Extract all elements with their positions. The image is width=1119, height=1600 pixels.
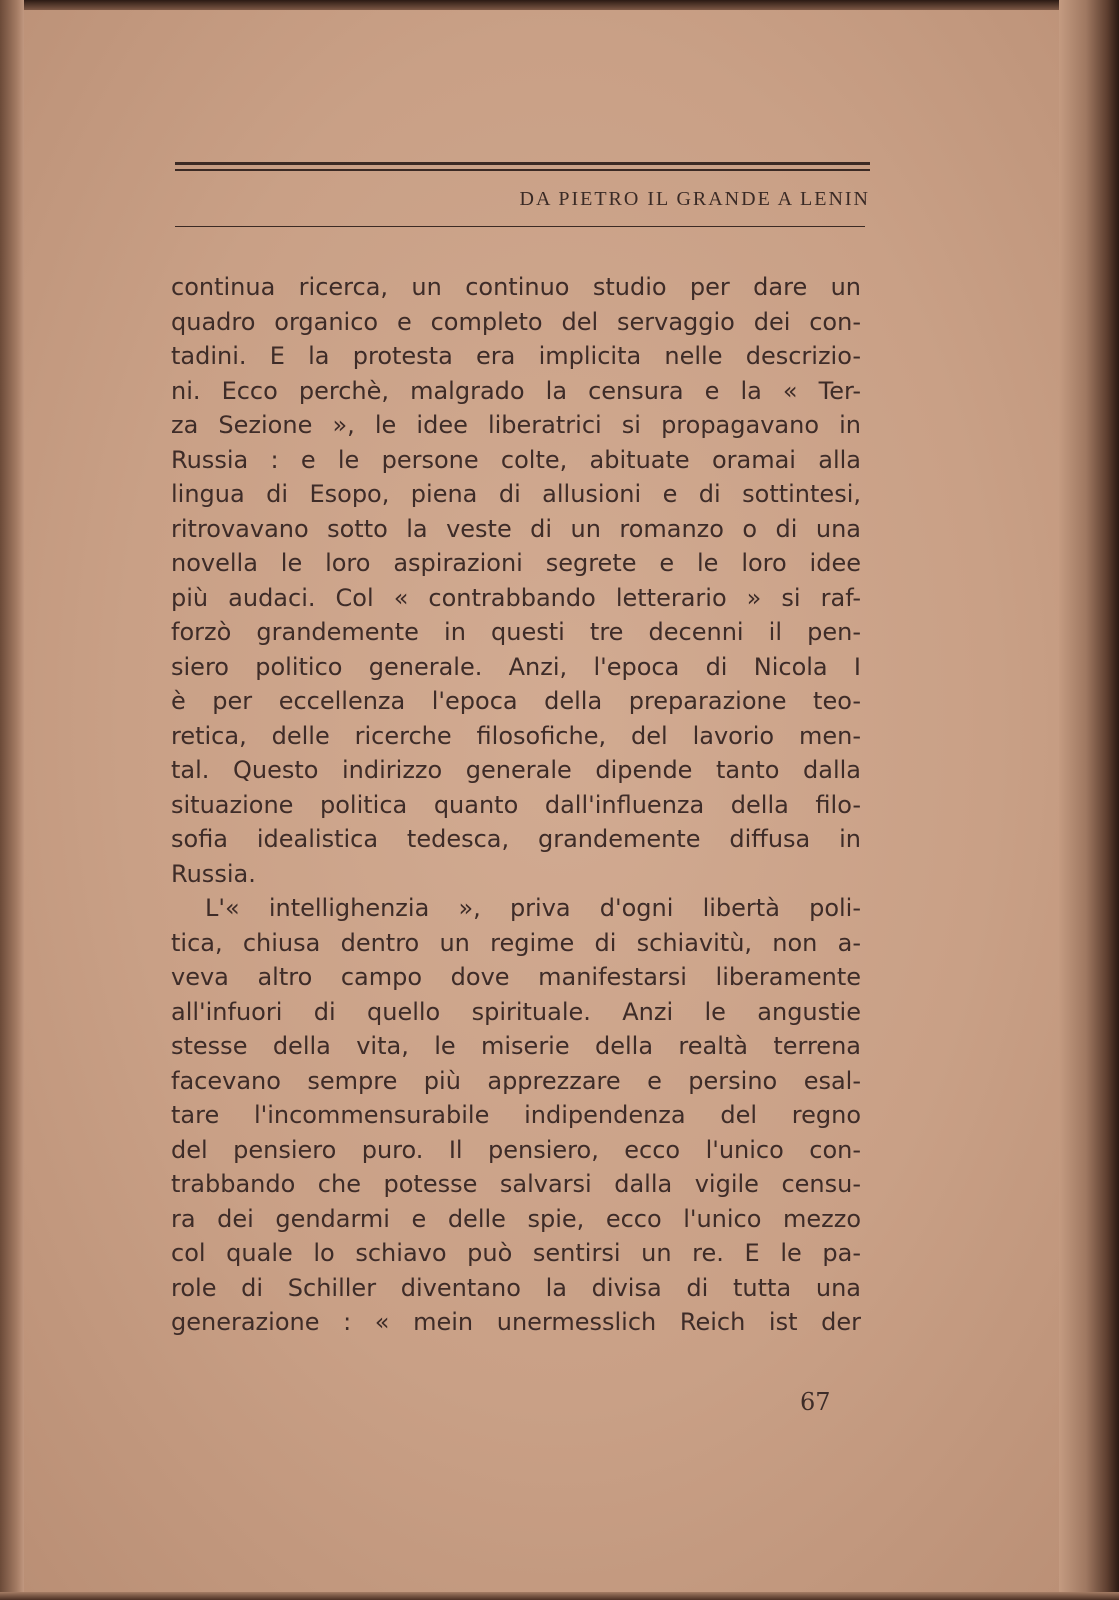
text-line: forzò grandemente in questi tre decenni il pen- (171, 618, 861, 646)
text-line: situazione politica quanto dall'influenza della filo- (171, 790, 861, 819)
text-line: L'« intellighenzia », priva d'ogni libertà poli- (205, 894, 861, 922)
text-line: sofia idealistica tedesca, grandemente diffusa in (171, 825, 861, 853)
page-left-edge (0, 0, 24, 1600)
text-line: tica, chiusa dentro un regime di schiavitù, non a- (171, 928, 861, 957)
text-line: retica, delle ricerche filosofiche, del lavorio men- (171, 721, 861, 750)
page-number: 67 (800, 1388, 831, 1416)
paragraph (171, 270, 861, 891)
text-line: tare l'incommensurabile indipendenza del regno (171, 1101, 861, 1129)
text-line: ra dei gendarmi e delle spie, ecco l'unico mezzo (171, 1204, 861, 1233)
text-line: del pensiero puro. Il pensiero, ecco l'unico con- (171, 1135, 861, 1164)
text-line: veva altro campo dove manifestarsi liberamente (171, 963, 861, 991)
text-line: role di Schiller diventano la divisa di tutta una (171, 1273, 861, 1302)
text-line: lingua di Esopo, piena di allusioni e di sottintesi, (171, 480, 861, 508)
text-line: generazione : « mein unermesslich Reich ist der (171, 1308, 861, 1336)
text-line: trabbando che potesse salvarsi dalla vigile censu- (171, 1170, 861, 1198)
running-head: DA PIETRO IL GRANDE A LENIN (519, 188, 870, 210)
text-line: siero politico generale. Anzi, l'epoca di Nicola I (171, 652, 861, 681)
text-line: ni. Ecco perchè, malgrado la censura e la « Ter- (171, 376, 861, 405)
header-rule-thick (175, 162, 870, 165)
text-line: facevano sempre più apprezzare e persino esal- (171, 1066, 861, 1095)
paragraph (171, 891, 861, 1340)
text-line: è per eccellenza l'epoca della preparazione teo- (171, 687, 861, 715)
header-rule-thin (175, 169, 870, 171)
page-top-edge (0, 0, 1119, 10)
text-line: più audaci. Col « contrabbando letterario » si raf- (171, 583, 861, 612)
text-line: tadini. E la protesta era implicita nelle descrizio- (171, 342, 861, 370)
text-line: Russia. (171, 859, 256, 888)
text-line: ritrovavano sotto la veste di un romanzo o di una (171, 514, 861, 543)
text-line: Russia : e le persone colte, abituate oramai alla (171, 445, 861, 474)
header-rule-bottom (175, 226, 865, 227)
text-line: tal. Questo indirizzo generale dipende tanto dalla (171, 756, 861, 784)
text-line: za Sezione », le idee liberatrici si propagavano in (171, 411, 861, 439)
text-line: continua ricerca, un continuo studio per dare un (171, 273, 861, 301)
page-bottom-edge (0, 1592, 1119, 1600)
text-line: col quale lo schiavo può sentirsi un re. E le pa- (171, 1239, 861, 1267)
text-line: novella le loro aspirazioni segrete e le loro idee (171, 549, 861, 577)
text-line: stesse della vita, le miserie della realtà terrena (171, 1032, 861, 1060)
text-line: all'infuori di quello spirituale. Anzi le angustie (171, 997, 861, 1026)
body-text (171, 270, 861, 1340)
text-line: quadro organico e completo del servaggio dei con- (171, 307, 861, 336)
page-right-edge (1059, 0, 1119, 1600)
